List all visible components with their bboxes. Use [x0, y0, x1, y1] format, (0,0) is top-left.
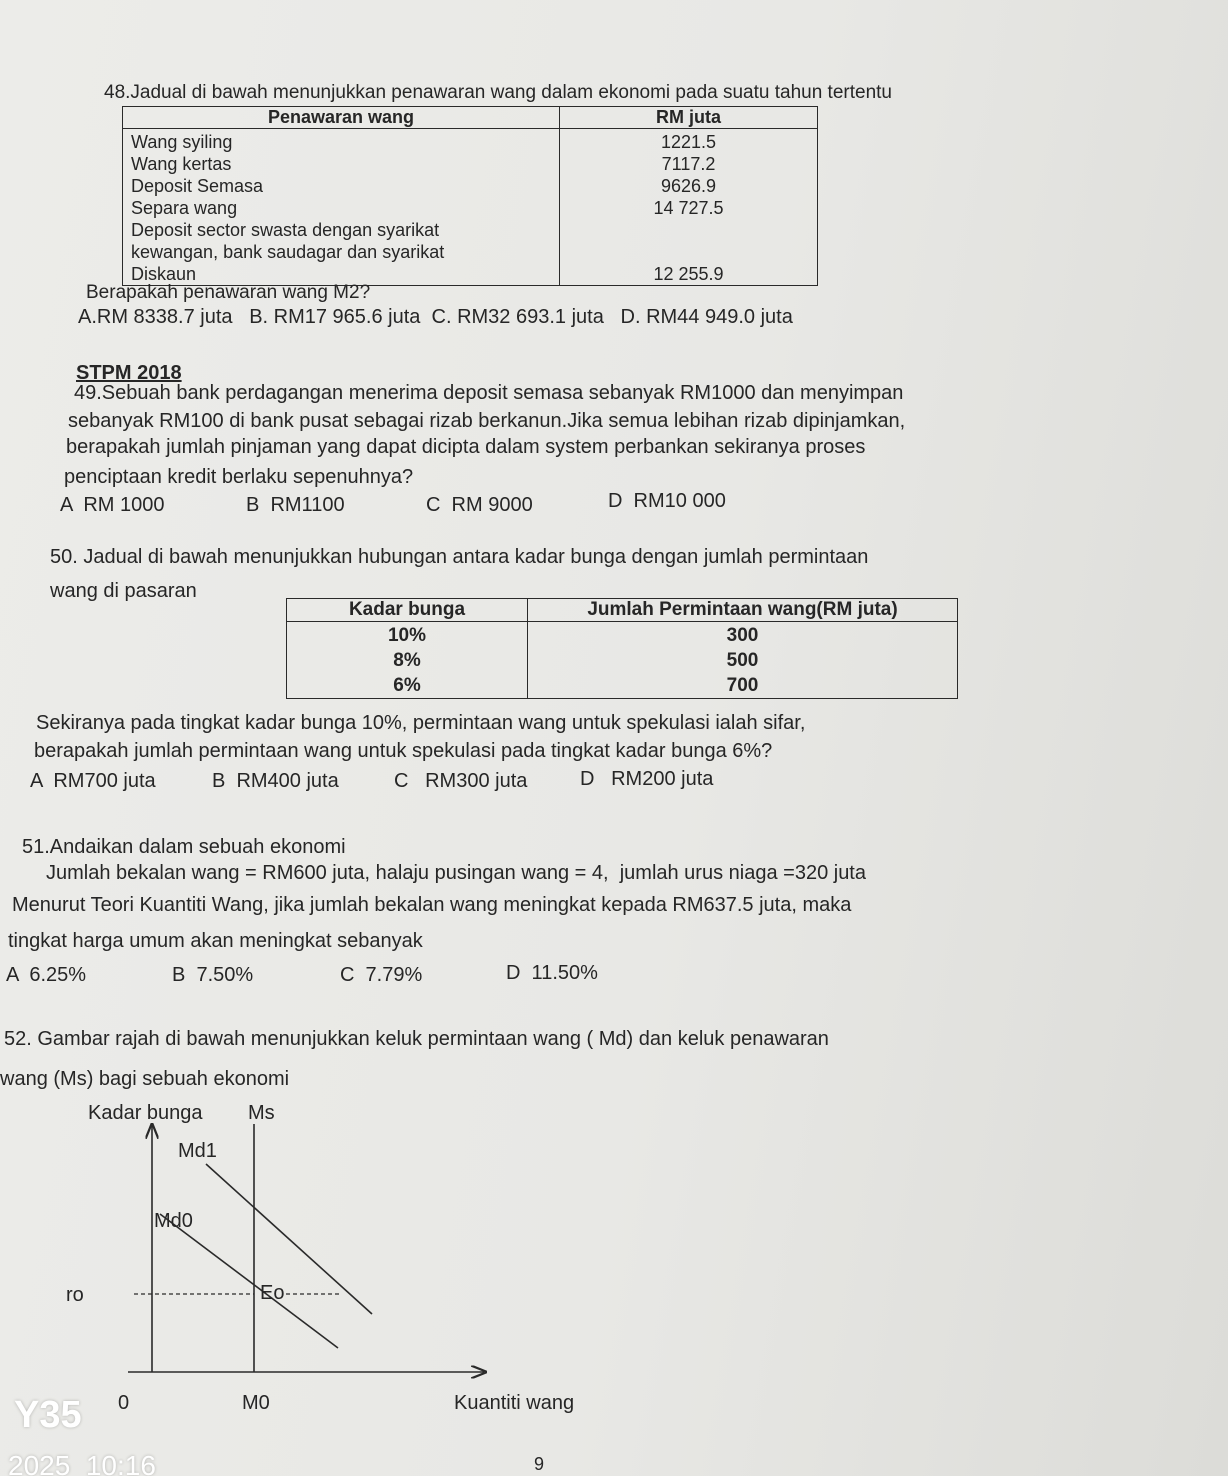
md0-curve — [160, 1214, 338, 1348]
q50-header-rate: Kadar bunga — [287, 599, 528, 622]
section-heading: STPM 2018 — [76, 362, 182, 384]
q49-line: sebanyak RM100 di bank pusat sebagai rizab berkanun.Jika semua lebihan rizab dipinjamkan, — [68, 410, 906, 432]
q49-option-b: B RM1100 — [246, 494, 345, 516]
q51-line1: 51.Andaikan dalam sebuah ekonomi — [22, 836, 346, 858]
md0-label: Md0 — [154, 1210, 193, 1232]
q50-rate: 10% — [387, 625, 427, 646]
q50-rate: 6% — [393, 675, 421, 696]
q51-option-c: C 7.79% — [340, 964, 423, 986]
q50-amount: 300 — [726, 625, 759, 646]
q48-header-item: Penawaran wang — [123, 107, 560, 129]
q51-option-d: D 11.50% — [506, 962, 598, 984]
q51-option-a: A 6.25% — [6, 964, 87, 986]
m0-label: M0 — [242, 1392, 270, 1414]
q50-option-b: B RM400 juta — [212, 770, 339, 792]
r0-label: ro — [66, 1284, 84, 1306]
q51-line4: tingkat harga umum akan meningkat sebanyak — [8, 930, 423, 952]
q52-line1: 52. Gambar rajah di bawah menunjukkan keluk permintaan wang ( Md) dan keluk penawaran — [4, 1028, 829, 1050]
md1-curve — [206, 1164, 372, 1314]
x-axis-label: Kuantiti wang — [454, 1392, 575, 1414]
q48-value: 14 727.5 — [653, 198, 724, 218]
ms-label: Ms — [248, 1102, 275, 1124]
q50-line3: Sekiranya pada tingkat kadar bunga 10%, permintaan wang untuk spekulasi ialah sifar, — [36, 712, 806, 734]
q49-line: penciptaan kredit berlaku sepenuhnya? — [64, 466, 414, 488]
q48-value: 7117.2 — [661, 154, 716, 174]
q48-item: Wang syiling — [131, 132, 233, 152]
q52-line2: wang (Ms) bagi sebuah ekonomi — [0, 1068, 290, 1090]
q48-header-value: RM juta — [560, 107, 818, 129]
camera-model-watermark: Y35 — [14, 1394, 82, 1436]
q48-item: kewangan, bank saudagar dan syarikat — [131, 242, 445, 262]
q51-option-b: B 7.50% — [172, 964, 254, 986]
q50-amount: 500 — [726, 650, 759, 671]
q48-item: Deposit Semasa — [131, 176, 264, 196]
camera-datetime-watermark: 2025 10:16 — [8, 1450, 156, 1476]
q48-item: Separa wang — [131, 198, 238, 218]
q48-value: 12 255.9 — [653, 264, 724, 284]
q50-option-d: D RM200 juta — [580, 768, 714, 790]
q48-value: 9626.9 — [660, 176, 717, 196]
e0-label: Eo — [260, 1282, 285, 1304]
q50-line1: 50. Jadual di bawah menunjukkan hubungan antara kadar bunga dengan jumlah permintaan — [50, 546, 869, 568]
q50-option-a: A RM700 juta — [30, 770, 156, 792]
q48-value: 1221.5 — [660, 132, 717, 152]
q50-amount: 700 — [726, 675, 759, 696]
q50-line4: berapakah jumlah permintaan wang untuk spekulasi pada tingkat kadar bunga 6%? — [34, 740, 773, 762]
origin-label: 0 — [118, 1392, 130, 1414]
q51-line2: Jumlah bekalan wang = RM600 juta, halaju pusingan wang = 4, jumlah urus niaga =320 juta — [46, 862, 866, 884]
q49-option-a: A RM 1000 — [60, 494, 165, 516]
q50-line2: wang di pasaran — [50, 580, 197, 602]
md1-label: Md1 — [178, 1140, 217, 1162]
y-axis-label: Kadar bunga — [88, 1102, 203, 1124]
q51-line3: Menurut Teori Kuantiti Wang, jika jumlah bekalan wang meningkat kepada RM637.5 juta, maka — [12, 894, 852, 916]
q49-option-c: C RM 9000 — [426, 494, 533, 516]
q49-line: 49.Sebuah bank perdagangan menerima deposit semasa sebanyak RM1000 dan menyimpan — [74, 382, 904, 404]
q48-item: Diskaun — [131, 264, 197, 284]
q49-line: berapakah jumlah pinjaman yang dapat dicipta dalam system perbankan sekiranya proses — [66, 436, 866, 458]
page-number: 9 — [534, 1454, 545, 1474]
q48-options: A.RM 8338.7 juta B. RM17 965.6 juta C. RM32 693.1 juta D. RM44 949.0 juta — [78, 306, 793, 328]
q50-rate: 8% — [393, 650, 421, 671]
q49-option-d: D RM10 000 — [608, 490, 726, 512]
q48-question: Berapakah penawaran wang M2? — [86, 282, 371, 303]
q48-item: Deposit sector swasta dengan syarikat — [131, 220, 440, 240]
q50-option-c: C RM300 juta — [394, 770, 528, 792]
q48-text: 48.Jadual di bawah menunjukkan penawaran wang dalam ekonomi pada suatu tahun tertentu — [104, 82, 892, 103]
q50-header-amount: Jumlah Permintaan wang(RM juta) — [528, 599, 958, 622]
q48-item: Wang kertas — [131, 154, 232, 174]
